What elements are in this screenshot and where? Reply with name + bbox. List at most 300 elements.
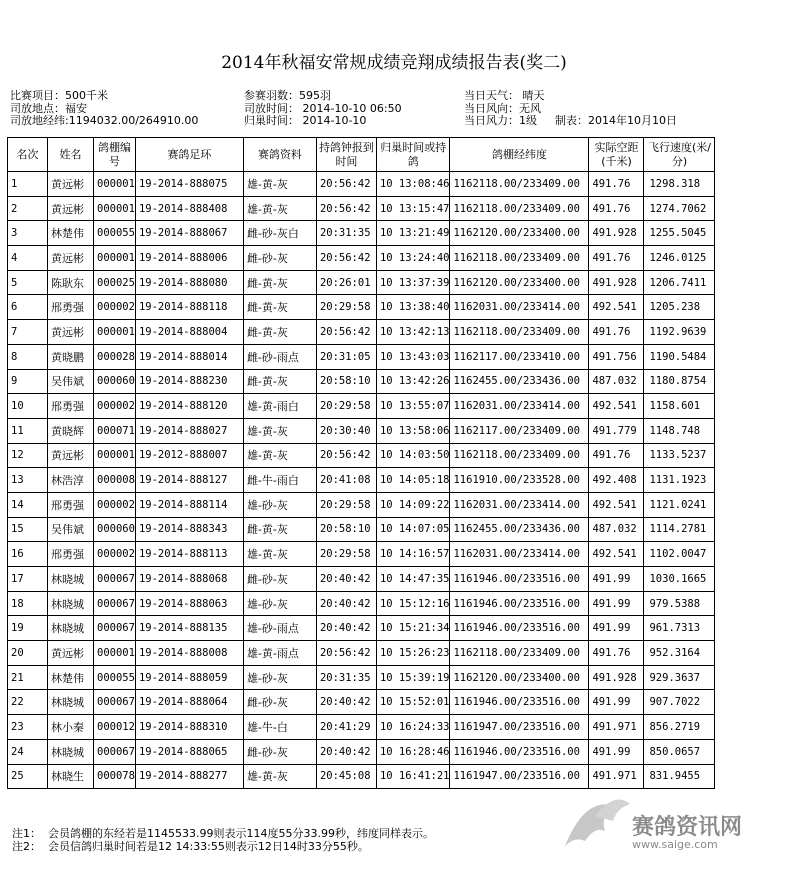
cell-distance: 487.032 <box>589 517 644 542</box>
cell-loft-id: 000067 <box>94 690 136 715</box>
cell-clock-time: 20:31:35 <box>316 665 376 690</box>
cell-speed: 1206.7411 <box>644 270 715 295</box>
cell-rank: 23 <box>8 715 48 740</box>
cell-clock-time: 20:40:42 <box>316 739 376 764</box>
table-header-row <box>8 138 715 172</box>
cell-speed: 979.5388 <box>644 591 715 616</box>
info-col-right <box>464 90 677 128</box>
cell-pigeon-info: 雄-黄-雨点 <box>243 641 316 666</box>
cell-name: 林晓城 <box>48 739 94 764</box>
cell-ring: 19-2014-888064 <box>135 690 243 715</box>
cell-loft-coords: 1161910.00/233528.00 <box>450 468 589 493</box>
cell-name: 陈耿东 <box>48 270 94 295</box>
cell-rank: 9 <box>8 369 48 394</box>
cell-speed: 1114.2781 <box>644 517 715 542</box>
table-row <box>8 295 715 320</box>
cell-speed: 907.7022 <box>644 690 715 715</box>
cell-loft-coords: 1162117.00/233410.00 <box>450 344 589 369</box>
info-count: 参赛羽数：595羽 <box>244 89 331 102</box>
cell-clock-time: 20:29:58 <box>316 295 376 320</box>
cell-clock-time: 20:26:01 <box>316 270 376 295</box>
cell-distance: 491.756 <box>589 344 644 369</box>
cell-arrival-time: 10 14:07:05 <box>376 517 450 542</box>
table-row <box>8 344 715 369</box>
cell-arrival-time: 10 13:42:13 <box>376 320 450 345</box>
cell-name: 林楚伟 <box>48 221 94 246</box>
cell-distance: 491.99 <box>589 591 644 616</box>
table-row <box>8 542 715 567</box>
cell-clock-time: 20:29:58 <box>316 492 376 517</box>
table-row <box>8 517 715 542</box>
cell-arrival-time: 10 14:03:50 <box>376 443 450 468</box>
cell-distance: 491.779 <box>589 418 644 443</box>
cell-clock-time: 20:56:42 <box>316 172 376 197</box>
cell-ring: 19-2014-888008 <box>135 641 243 666</box>
cell-rank: 6 <box>8 295 48 320</box>
cell-pigeon-info: 雄-砂-灰 <box>243 665 316 690</box>
cell-distance: 487.032 <box>589 369 644 394</box>
cell-ring: 19-2014-888004 <box>135 320 243 345</box>
watermark-url: www.saige.com <box>632 838 718 851</box>
cell-loft-id: 000060 <box>94 517 136 542</box>
cell-arrival-time: 10 14:09:22 <box>376 492 450 517</box>
col-header-clock-time: 持鸽钟报到时间 <box>316 138 376 172</box>
cell-name: 林楚伟 <box>48 665 94 690</box>
cell-rank: 1 <box>8 172 48 197</box>
cell-name: 邢勇强 <box>48 492 94 517</box>
cell-arrival-time: 10 15:21:34 <box>376 616 450 641</box>
cell-pigeon-info: 雄-砂-雨点 <box>243 616 316 641</box>
cell-loft-id: 000001 <box>94 246 136 271</box>
cell-arrival-time: 10 15:39:19 <box>376 665 450 690</box>
cell-loft-coords: 1162117.00/233409.00 <box>450 418 589 443</box>
table-row <box>8 739 715 764</box>
cell-distance: 491.928 <box>589 270 644 295</box>
cell-pigeon-info: 雄-砂-灰 <box>243 492 316 517</box>
cell-distance: 491.76 <box>589 320 644 345</box>
cell-distance: 492.541 <box>589 492 644 517</box>
cell-arrival-time: 10 14:05:18 <box>376 468 450 493</box>
cell-ring: 19-2014-888065 <box>135 739 243 764</box>
info-weather: 当日天气： 晴天 <box>464 89 545 102</box>
cell-pigeon-info: 雄-黄-雨白 <box>243 394 316 419</box>
cell-distance: 492.541 <box>589 394 644 419</box>
col-header-distance: 实际空距(千米) <box>589 138 644 172</box>
cell-arrival-time: 10 13:37:39 <box>376 270 450 295</box>
cell-loft-coords: 1161946.00/233516.00 <box>450 690 589 715</box>
cell-pigeon-info: 雄-黄-灰 <box>243 172 316 197</box>
cell-loft-coords: 1162118.00/233409.00 <box>450 320 589 345</box>
cell-name: 黄远彬 <box>48 443 94 468</box>
cell-loft-coords: 1162031.00/233414.00 <box>450 295 589 320</box>
cell-speed: 1102.0047 <box>644 542 715 567</box>
cell-rank: 17 <box>8 567 48 592</box>
cell-arrival-time: 10 13:43:03 <box>376 344 450 369</box>
cell-speed: 850.0657 <box>644 739 715 764</box>
cell-clock-time: 20:58:10 <box>316 369 376 394</box>
cell-name: 黄晓辉 <box>48 418 94 443</box>
cell-loft-id: 000008 <box>94 468 136 493</box>
table-row <box>8 764 715 789</box>
cell-loft-id: 000028 <box>94 344 136 369</box>
cell-ring: 19-2014-888310 <box>135 715 243 740</box>
cell-name: 黄晓鹏 <box>48 344 94 369</box>
cell-speed: 1131.1923 <box>644 468 715 493</box>
col-header-name: 姓名 <box>48 138 94 172</box>
info-return-time: 归巢时间： 2014-10-10 <box>244 114 367 127</box>
cell-speed: 856.2719 <box>644 715 715 740</box>
col-header-speed: 飞行速度(米/分) <box>644 138 715 172</box>
cell-name: 邢勇强 <box>48 542 94 567</box>
cell-arrival-time: 10 16:41:21 <box>376 764 450 789</box>
cell-distance: 491.76 <box>589 196 644 221</box>
cell-distance: 491.971 <box>589 764 644 789</box>
cell-rank: 10 <box>8 394 48 419</box>
info-coords: 司放地经纬:1194032.00/264910.00 <box>10 114 199 127</box>
cell-rank: 12 <box>8 443 48 468</box>
table-row <box>8 221 715 246</box>
cell-name: 邢勇强 <box>48 295 94 320</box>
cell-loft-id: 000002 <box>94 394 136 419</box>
cell-loft-id: 000067 <box>94 616 136 641</box>
cell-distance: 491.76 <box>589 641 644 666</box>
cell-speed: 961.7313 <box>644 616 715 641</box>
cell-loft-id: 000078 <box>94 764 136 789</box>
cell-distance: 492.408 <box>589 468 644 493</box>
cell-ring: 19-2014-888343 <box>135 517 243 542</box>
cell-arrival-time: 10 14:47:35 <box>376 567 450 592</box>
cell-distance: 491.99 <box>589 567 644 592</box>
cell-rank: 25 <box>8 764 48 789</box>
cell-ring: 19-2014-888120 <box>135 394 243 419</box>
info-project: 比赛项目：500千米 <box>10 89 108 102</box>
cell-speed: 1205.238 <box>644 295 715 320</box>
cell-loft-id: 000012 <box>94 715 136 740</box>
cell-pigeon-info: 雌-黄-灰 <box>243 270 316 295</box>
cell-distance: 491.76 <box>589 246 644 271</box>
cell-distance: 491.928 <box>589 221 644 246</box>
results-table <box>7 137 715 789</box>
cell-speed: 1148.748 <box>644 418 715 443</box>
cell-clock-time: 20:40:42 <box>316 690 376 715</box>
cell-ring: 19-2014-888230 <box>135 369 243 394</box>
cell-loft-id: 000067 <box>94 739 136 764</box>
cell-loft-id: 000001 <box>94 641 136 666</box>
cell-distance: 491.76 <box>589 443 644 468</box>
cell-pigeon-info: 雌-砂-雨点 <box>243 344 316 369</box>
cell-speed: 1180.8754 <box>644 369 715 394</box>
cell-name: 黄远彬 <box>48 196 94 221</box>
cell-rank: 19 <box>8 616 48 641</box>
cell-loft-id: 000067 <box>94 567 136 592</box>
cell-name: 林晓城 <box>48 567 94 592</box>
cell-distance: 491.99 <box>589 739 644 764</box>
cell-speed: 1030.1665 <box>644 567 715 592</box>
cell-distance: 491.76 <box>589 172 644 197</box>
cell-speed: 929.3637 <box>644 665 715 690</box>
cell-name: 林晓城 <box>48 690 94 715</box>
cell-loft-id: 000001 <box>94 172 136 197</box>
cell-pigeon-info: 雌-砂-灰 <box>243 567 316 592</box>
cell-distance: 492.541 <box>589 295 644 320</box>
table-body <box>8 172 715 789</box>
cell-ring: 19-2014-888277 <box>135 764 243 789</box>
cell-loft-coords: 1162120.00/233400.00 <box>450 665 589 690</box>
cell-loft-id: 000002 <box>94 542 136 567</box>
cell-name: 邢勇强 <box>48 394 94 419</box>
cell-ring: 19-2014-888027 <box>135 418 243 443</box>
cell-rank: 22 <box>8 690 48 715</box>
cell-rank: 21 <box>8 665 48 690</box>
cell-loft-coords: 1162455.00/233436.00 <box>450 517 589 542</box>
info-location: 司放地点：福安 <box>10 101 87 115</box>
cell-distance: 492.541 <box>589 542 644 567</box>
cell-speed: 1190.5484 <box>644 344 715 369</box>
cell-ring: 19-2014-888080 <box>135 270 243 295</box>
cell-arrival-time: 10 13:55:07 <box>376 394 450 419</box>
cell-rank: 7 <box>8 320 48 345</box>
cell-name: 黄远彬 <box>48 320 94 345</box>
cell-loft-coords: 1161946.00/233516.00 <box>450 616 589 641</box>
cell-arrival-time: 10 13:24:40 <box>376 246 450 271</box>
cell-arrival-time: 10 13:15:47 <box>376 196 450 221</box>
cell-ring: 19-2014-888067 <box>135 221 243 246</box>
cell-loft-id: 000002 <box>94 492 136 517</box>
cell-speed: 1246.0125 <box>644 246 715 271</box>
table-row <box>8 443 715 468</box>
cell-rank: 2 <box>8 196 48 221</box>
cell-rank: 18 <box>8 591 48 616</box>
cell-loft-coords: 1162118.00/233409.00 <box>450 172 589 197</box>
cell-loft-coords: 1161946.00/233516.00 <box>450 591 589 616</box>
cell-clock-time: 20:56:42 <box>316 246 376 271</box>
cell-loft-id: 000002 <box>94 295 136 320</box>
cell-loft-id: 000071 <box>94 418 136 443</box>
cell-speed: 1158.601 <box>644 394 715 419</box>
cell-clock-time: 20:29:58 <box>316 542 376 567</box>
info-wind-dir: 当日风向：无风 <box>464 101 541 115</box>
cell-loft-id: 000055 <box>94 221 136 246</box>
cell-pigeon-info: 雌-黄-灰 <box>243 320 316 345</box>
cell-clock-time: 20:56:42 <box>316 196 376 221</box>
cell-speed: 1274.7062 <box>644 196 715 221</box>
cell-pigeon-info: 雄-黄-灰 <box>243 443 316 468</box>
cell-speed: 1133.5237 <box>644 443 715 468</box>
cell-ring: 19-2014-888063 <box>135 591 243 616</box>
cell-ring: 19-2014-888408 <box>135 196 243 221</box>
cell-name: 吴伟斌 <box>48 369 94 394</box>
cell-name: 林晓城 <box>48 591 94 616</box>
table-row <box>8 690 715 715</box>
cell-name: 黄远彬 <box>48 172 94 197</box>
col-header-arrival-time: 归巢时间或持鸽 <box>376 138 450 172</box>
cell-loft-coords: 1162118.00/233409.00 <box>450 443 589 468</box>
cell-distance: 491.971 <box>589 715 644 740</box>
table-row <box>8 394 715 419</box>
cell-pigeon-info: 雌-砂-灰白 <box>243 221 316 246</box>
table-row <box>8 196 715 221</box>
cell-loft-id: 000001 <box>94 443 136 468</box>
watermark-text: 赛鸽资讯网 <box>632 815 743 840</box>
table-row <box>8 715 715 740</box>
cell-distance: 491.99 <box>589 690 644 715</box>
cell-name: 黄远彬 <box>48 641 94 666</box>
cell-loft-id: 000060 <box>94 369 136 394</box>
cell-rank: 5 <box>8 270 48 295</box>
table-row <box>8 418 715 443</box>
table-row <box>8 567 715 592</box>
cell-ring: 19-2014-888014 <box>135 344 243 369</box>
cell-clock-time: 20:29:58 <box>316 394 376 419</box>
cell-speed: 1298.318 <box>644 172 715 197</box>
cell-ring: 19-2014-888006 <box>135 246 243 271</box>
table-row <box>8 641 715 666</box>
cell-clock-time: 20:58:10 <box>316 517 376 542</box>
cell-speed: 831.9455 <box>644 764 715 789</box>
cell-loft-coords: 1162031.00/233414.00 <box>450 542 589 567</box>
cell-ring: 19-2014-888114 <box>135 492 243 517</box>
cell-arrival-time: 10 14:16:57 <box>376 542 450 567</box>
cell-rank: 24 <box>8 739 48 764</box>
cell-pigeon-info: 雄-黄-灰 <box>243 764 316 789</box>
cell-loft-coords: 1161947.00/233516.00 <box>450 764 589 789</box>
cell-clock-time: 20:40:42 <box>316 567 376 592</box>
info-col-left <box>10 90 198 128</box>
cell-loft-id: 000001 <box>94 196 136 221</box>
cell-loft-coords: 1162031.00/233414.00 <box>450 394 589 419</box>
cell-speed: 1121.0241 <box>644 492 715 517</box>
cell-name: 黄远彬 <box>48 246 94 271</box>
table-row <box>8 591 715 616</box>
cell-arrival-time: 10 15:52:01 <box>376 690 450 715</box>
cell-pigeon-info: 雄-牛-白 <box>243 715 316 740</box>
cell-ring: 19-2014-888059 <box>135 665 243 690</box>
cell-loft-coords: 1162118.00/233409.00 <box>450 196 589 221</box>
cell-loft-coords: 1161946.00/233516.00 <box>450 739 589 764</box>
table-row <box>8 665 715 690</box>
cell-arrival-time: 10 15:26:23 <box>376 641 450 666</box>
cell-clock-time: 20:40:42 <box>316 616 376 641</box>
cell-name: 林小秦 <box>48 715 94 740</box>
cell-clock-time: 20:45:08 <box>316 764 376 789</box>
col-header-pigeon-info: 赛鸽资料 <box>243 138 316 172</box>
cell-ring: 19-2014-888068 <box>135 567 243 592</box>
cell-pigeon-info: 雄-黄-灰 <box>243 196 316 221</box>
table-row <box>8 172 715 197</box>
cell-ring: 19-2014-888113 <box>135 542 243 567</box>
cell-loft-id: 000067 <box>94 591 136 616</box>
cell-clock-time: 20:41:29 <box>316 715 376 740</box>
info-release-time: 司放时间： 2014-10-10 06:50 <box>244 101 402 115</box>
cell-arrival-time: 10 13:38:40 <box>376 295 450 320</box>
cell-name: 林浩淳 <box>48 468 94 493</box>
cell-clock-time: 20:56:42 <box>316 443 376 468</box>
cell-loft-id: 000055 <box>94 665 136 690</box>
table-row <box>8 270 715 295</box>
cell-name: 林晓城 <box>48 616 94 641</box>
cell-name: 林晓生 <box>48 764 94 789</box>
table-row <box>8 369 715 394</box>
cell-rank: 15 <box>8 517 48 542</box>
info-col-middle <box>244 90 402 128</box>
cell-rank: 8 <box>8 344 48 369</box>
cell-pigeon-info: 雌-砂-灰 <box>243 690 316 715</box>
cell-loft-coords: 1161947.00/233516.00 <box>450 715 589 740</box>
cell-loft-coords: 1162455.00/233436.00 <box>450 369 589 394</box>
col-header-loft-coords: 鸽棚经纬度 <box>450 138 589 172</box>
cell-arrival-time: 10 13:21:49 <box>376 221 450 246</box>
cell-arrival-time: 10 15:12:16 <box>376 591 450 616</box>
cell-ring: 19-2014-888075 <box>135 172 243 197</box>
cell-loft-coords: 1162118.00/233409.00 <box>450 246 589 271</box>
cell-loft-coords: 1162120.00/233400.00 <box>450 221 589 246</box>
cell-pigeon-info: 雌-砂-灰 <box>243 739 316 764</box>
cell-clock-time: 20:31:35 <box>316 221 376 246</box>
cell-pigeon-info: 雄-黄-灰 <box>243 542 316 567</box>
cell-clock-time: 20:31:05 <box>316 344 376 369</box>
cell-name: 吴伟斌 <box>48 517 94 542</box>
info-made-date: 制表：2014年10月10日 <box>555 114 677 127</box>
cell-clock-time: 20:56:42 <box>316 641 376 666</box>
cell-rank: 16 <box>8 542 48 567</box>
cell-ring: 19-2014-888118 <box>135 295 243 320</box>
col-header-loft-id: 鸽棚编号 <box>94 138 136 172</box>
note-1: 注1： 会员鸽棚的东经若是1145533.99则表示114度55分33.99秒，纬度同样表示。 <box>12 827 434 840</box>
cell-pigeon-info: 雌-黄-灰 <box>243 295 316 320</box>
table-row <box>8 616 715 641</box>
cell-loft-coords: 1162118.00/233409.00 <box>450 641 589 666</box>
cell-loft-coords: 1162120.00/233400.00 <box>450 270 589 295</box>
cell-arrival-time: 10 13:58:06 <box>376 418 450 443</box>
table-row <box>8 320 715 345</box>
cell-speed: 1192.9639 <box>644 320 715 345</box>
cell-rank: 11 <box>8 418 48 443</box>
table-row <box>8 468 715 493</box>
cell-arrival-time: 10 16:28:46 <box>376 739 450 764</box>
col-header-rank: 名次 <box>8 138 48 172</box>
cell-pigeon-info: 雄-黄-灰 <box>243 418 316 443</box>
cell-arrival-time: 10 13:08:46 <box>376 172 450 197</box>
cell-ring: 19-2014-888127 <box>135 468 243 493</box>
table-row <box>8 246 715 271</box>
cell-clock-time: 20:30:40 <box>316 418 376 443</box>
cell-rank: 14 <box>8 492 48 517</box>
cell-loft-coords: 1162031.00/233414.00 <box>450 492 589 517</box>
cell-loft-id: 000001 <box>94 320 136 345</box>
cell-distance: 491.928 <box>589 665 644 690</box>
table-row <box>8 492 715 517</box>
cell-pigeon-info: 雌-黄-灰 <box>243 517 316 542</box>
cell-pigeon-info: 雌-黄-灰 <box>243 369 316 394</box>
cell-pigeon-info: 雄-砂-灰 <box>243 591 316 616</box>
cell-ring: 19-2014-888135 <box>135 616 243 641</box>
cell-speed: 952.3164 <box>644 641 715 666</box>
cell-rank: 3 <box>8 221 48 246</box>
cell-rank: 13 <box>8 468 48 493</box>
cell-pigeon-info: 雌-牛-雨白 <box>243 468 316 493</box>
cell-arrival-time: 10 16:24:33 <box>376 715 450 740</box>
cell-arrival-time: 10 13:42:26 <box>376 369 450 394</box>
cell-loft-coords: 1161946.00/233516.00 <box>450 567 589 592</box>
cell-pigeon-info: 雌-砂-灰 <box>243 246 316 271</box>
note-2: 注2： 会员信鸽归巢时间若是12 14:33:55则表示12日14时33分55秒。 <box>12 840 369 853</box>
cell-clock-time: 20:41:08 <box>316 468 376 493</box>
cell-rank: 4 <box>8 246 48 271</box>
cell-clock-time: 20:56:42 <box>316 320 376 345</box>
report-title: 2014年秋福安常规成绩竞翔成绩报告表(奖二) <box>221 53 567 73</box>
info-wind-force: 当日风力：1级 <box>464 114 537 127</box>
cell-distance: 491.99 <box>589 616 644 641</box>
